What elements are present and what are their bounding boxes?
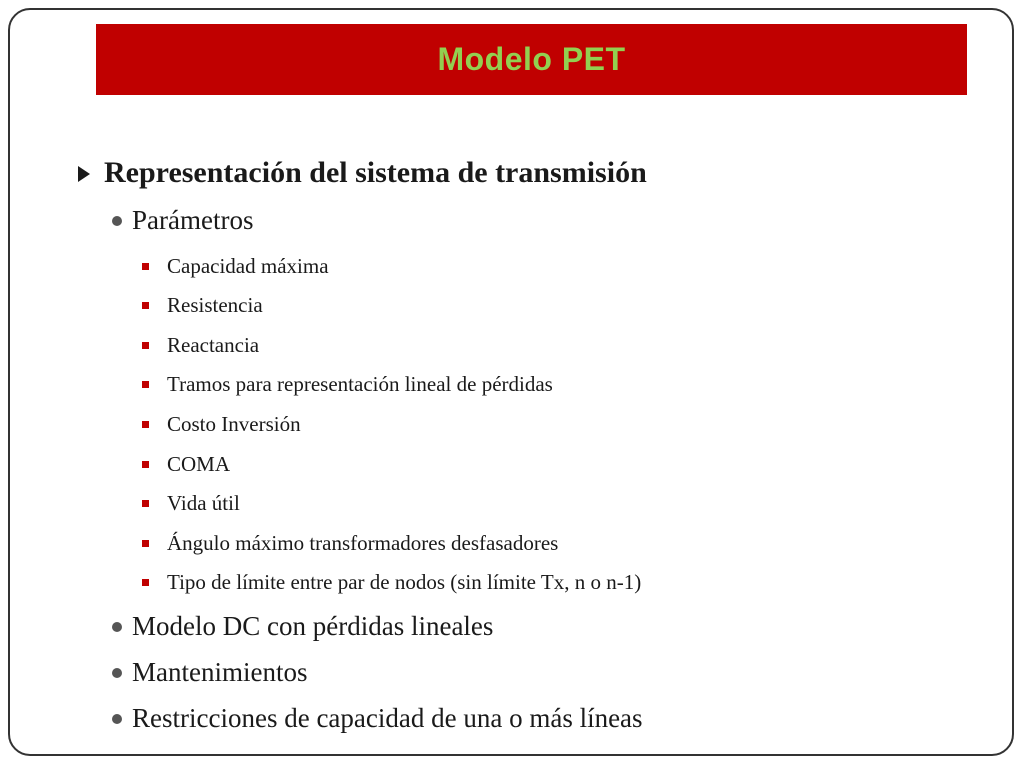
sub-item-text: Tramos para representación lineal de pérdidas <box>167 372 553 396</box>
sub-item <box>142 333 259 358</box>
sub-item <box>142 293 263 318</box>
sub-item <box>142 491 240 516</box>
square-bullet-icon <box>142 500 149 507</box>
round-bullet-icon <box>112 668 122 678</box>
sub-item <box>142 412 301 437</box>
sub-item <box>142 372 553 397</box>
square-bullet-icon <box>142 342 149 349</box>
square-bullet-icon <box>142 263 149 270</box>
main-heading <box>78 156 647 190</box>
sub-item-text: Costo Inversión <box>167 412 301 436</box>
list-item-modelo-dc <box>112 611 493 642</box>
list-item-text: Mantenimientos <box>132 657 308 687</box>
list-item-mantenimientos <box>112 657 307 688</box>
square-bullet-icon <box>142 579 149 586</box>
sub-item-text: Vida útil <box>167 491 240 515</box>
sub-item <box>142 531 558 556</box>
list-item-restricciones <box>112 703 643 734</box>
arrow-bullet-icon <box>78 166 90 182</box>
list-item-text: Modelo DC con pérdidas lineales <box>132 611 494 641</box>
square-bullet-icon <box>142 302 149 309</box>
sub-item <box>142 570 641 595</box>
sub-item-text: Capacidad máxima <box>167 254 329 278</box>
square-bullet-icon <box>142 381 149 388</box>
heading-text: Representación del sistema de transmisión <box>104 156 647 189</box>
round-bullet-icon <box>112 216 122 226</box>
sub-item-text: Resistencia <box>167 293 263 317</box>
square-bullet-icon <box>142 540 149 547</box>
list-item-parametros <box>112 205 253 236</box>
sub-item-text: Ángulo máximo transformadores desfasadores <box>167 531 559 555</box>
title-bar <box>96 24 967 95</box>
sub-item-text: COMA <box>167 452 231 476</box>
round-bullet-icon <box>112 714 122 724</box>
list-item-text: Restricciones de capacidad de una o más líneas <box>132 703 643 733</box>
sub-item <box>142 254 329 279</box>
sub-item <box>142 452 230 477</box>
sub-item-text: Reactancia <box>167 333 260 357</box>
sub-item-text: Tipo de límite entre par de nodos (sin límite Tx, n o n-1) <box>167 570 642 594</box>
square-bullet-icon <box>142 421 149 428</box>
list-item-text: Parámetros <box>132 205 254 235</box>
square-bullet-icon <box>142 461 149 468</box>
round-bullet-icon <box>112 622 122 632</box>
slide-title: Modelo PET <box>437 41 626 77</box>
